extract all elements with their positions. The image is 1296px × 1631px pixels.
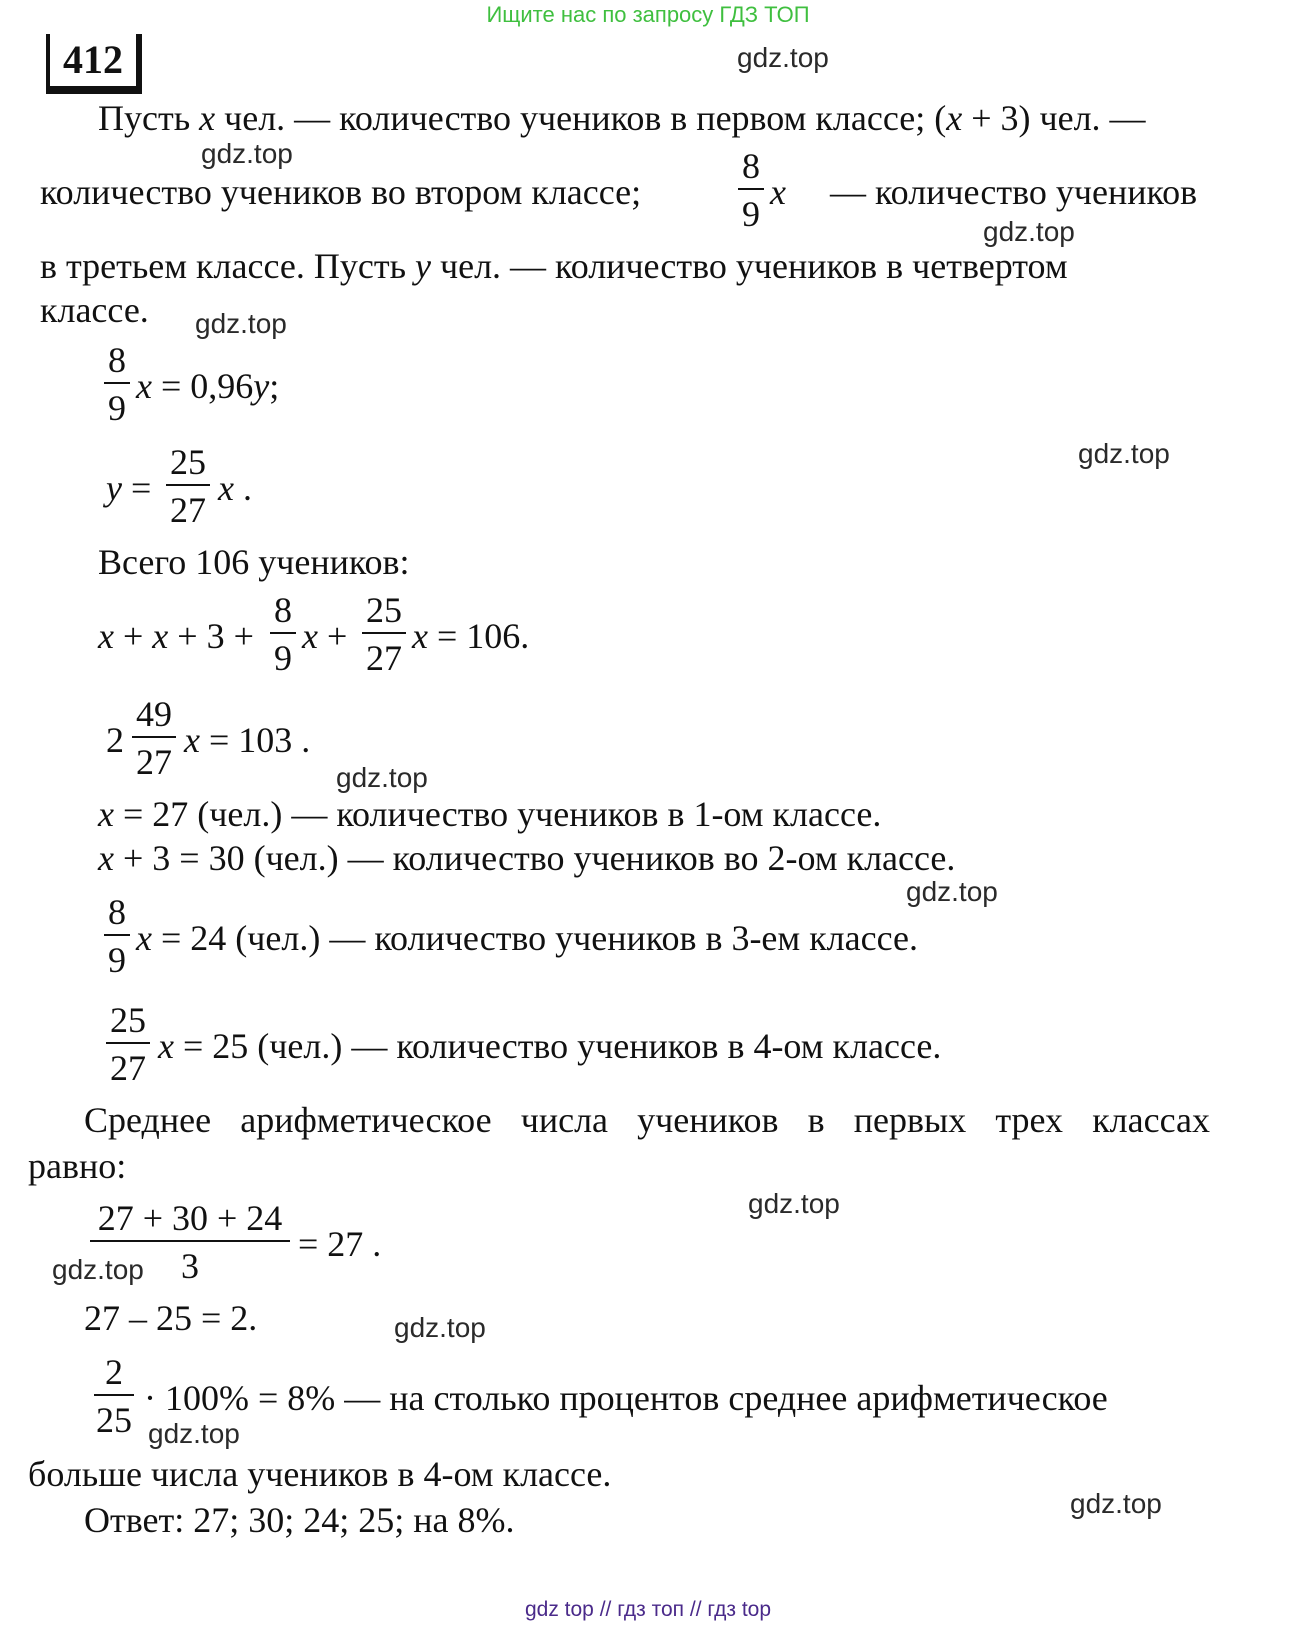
percent-text: · 100% = 8% — на столько процентов среднее арифметическое [144, 1378, 1108, 1418]
fraction-25-27: 25 27 [362, 592, 406, 676]
intro-line-2a: количество учеников во втором классе; [40, 172, 642, 212]
equation-4-whole: 2 [106, 720, 124, 760]
watermark: gdz.top [201, 138, 293, 169]
intro-line-2c: — количество учеников [830, 172, 1198, 212]
watermark: gdz.top [906, 876, 998, 907]
watermark: gdz.top [983, 216, 1075, 247]
mean-line-2: равно: [28, 1146, 127, 1186]
intro-line-1: Пусть x чел. — количество учеников в первом классе; (x + 3) чел. — [98, 98, 1146, 138]
fraction-8-9: 8 9 [270, 592, 296, 676]
fraction-8-9: 8 9 [104, 342, 130, 426]
mean-line-1: Среднее арифметическое числа учеников в первых трех классах [84, 1100, 1210, 1140]
problem-number: 412 [46, 34, 142, 94]
result-3: x = 24 (чел.) — количество учеников в 3-ем классе. [136, 918, 919, 958]
watermark: gdz.top [737, 42, 829, 73]
search-banner[interactable]: Ищите нас по запросу ГДЗ ТОП [486, 2, 810, 27]
watermark: gdz.top [1078, 438, 1170, 469]
fraction-49-27: 49 27 [132, 696, 176, 780]
result-2: x + 3 = 30 (чел.) — количество учеников во 2-ом классе. [98, 838, 956, 878]
watermark: gdz.top [148, 1418, 240, 1449]
equation-2-rhs: x . [218, 468, 252, 508]
equation-4-rest: x = 103 . [184, 720, 311, 760]
fraction-8-9: 8 9 [104, 894, 130, 978]
result-1: x = 27 (чел.) — количество учеников в 1-ом классе. [98, 794, 882, 834]
answer: Ответ: 27; 30; 24; 25; на 8%. [84, 1500, 515, 1540]
watermark: gdz.top [195, 308, 287, 339]
mean-result: = 27 . [298, 1224, 382, 1264]
difference: 27 – 25 = 2. [84, 1298, 258, 1338]
intro-line-2b: x [770, 172, 786, 212]
fraction-8-9: 8 9 [738, 148, 764, 232]
result-4: x = 25 (чел.) — количество учеников в 4-ом классе. [158, 1026, 942, 1066]
fraction-2-25: 2 25 [96, 1352, 132, 1440]
equation-2-lhs: y = [106, 468, 152, 508]
intro-line-3: в третьем классе. Пусть y чел. — количество учеников в четвертом [40, 246, 1068, 286]
watermark: gdz.top [336, 762, 428, 793]
equation-3-b: x + [302, 616, 348, 656]
intro-line-4: классе. [40, 290, 149, 330]
total-text: Всего 106 учеников: [98, 542, 410, 582]
percent-line-2: больше числа учеников в 4-ом классе. [28, 1454, 612, 1494]
watermark: gdz.top [52, 1254, 144, 1285]
watermark: gdz.top [394, 1312, 486, 1343]
watermark: gdz.top [748, 1188, 840, 1219]
equation-1: x = 0,96y; [136, 366, 280, 406]
fraction-sum-3: 27 + 30 + 24 3 [90, 1200, 290, 1284]
equation-3-a: x + x + 3 + [98, 616, 254, 656]
footer-links[interactable]: gdz top // гдз топ // гдз top [524, 1598, 772, 1621]
fraction-25-27: 25 27 [166, 444, 210, 528]
watermark: gdz.top [1070, 1488, 1162, 1519]
fraction-25-27: 25 27 [106, 1002, 150, 1086]
equation-3-c: x = 106. [412, 616, 530, 656]
